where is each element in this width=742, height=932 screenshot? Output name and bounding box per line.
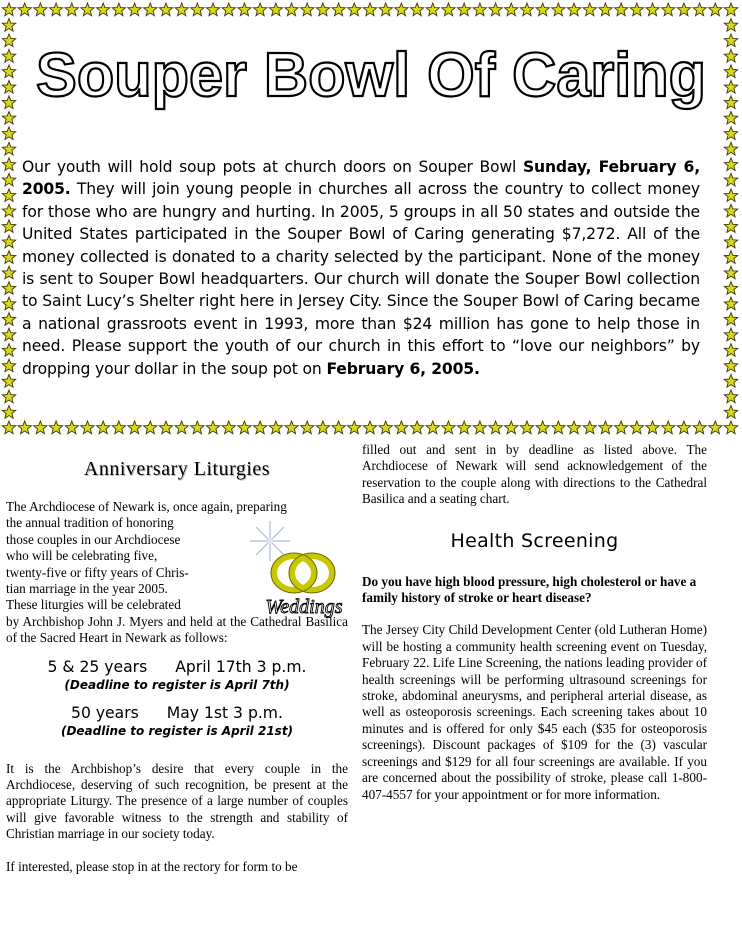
anniversary-intro xyxy=(6,499,348,647)
star-icon xyxy=(520,421,533,434)
right-column xyxy=(362,442,707,803)
star-icon xyxy=(2,127,15,140)
anniversary-paragraph-3-cont: filled out and sent in by deadline as listed above. The Archdiocese of Newark will send acknowledgement of the reservation to the couple along with directions to the Cathedral Basilica and a seating chart. xyxy=(362,442,707,507)
star-icon xyxy=(724,19,737,32)
star-icon xyxy=(426,421,439,434)
star-icon xyxy=(2,251,15,264)
star-icon xyxy=(2,173,15,186)
star-icon xyxy=(599,421,612,434)
star-icon xyxy=(410,421,423,434)
star-icon xyxy=(410,3,423,16)
star-icon xyxy=(269,3,282,16)
star-icon xyxy=(442,421,455,434)
star-icon xyxy=(646,3,659,16)
star-icon xyxy=(18,3,31,16)
date2-years: 50 years xyxy=(71,703,139,722)
star-icon xyxy=(724,173,737,186)
star-icon xyxy=(332,3,345,16)
star-icon xyxy=(693,421,706,434)
star-icon xyxy=(159,421,172,434)
star-icon xyxy=(206,421,219,434)
star-icon xyxy=(2,297,15,310)
lead-text-1: Our youth will hold soup pots at church doors on Souper Bowl xyxy=(22,158,523,176)
star-icon xyxy=(285,3,298,16)
star-icon xyxy=(316,3,329,16)
star-icon xyxy=(724,266,737,279)
star-icon xyxy=(599,3,612,16)
star-icon xyxy=(34,3,47,16)
star-icon xyxy=(724,406,737,419)
health-heading: Health Screening xyxy=(450,529,619,552)
star-icon xyxy=(191,421,204,434)
intro-line-full-1: The Archdiocese of Newark is, once again, preparing xyxy=(6,499,287,514)
star-icon xyxy=(65,3,78,16)
anniversary-paragraph-3: If interested, please stop in at the rectory for form to be xyxy=(6,858,298,874)
star-icon xyxy=(724,375,737,388)
star-icon xyxy=(724,158,737,171)
star-icon xyxy=(238,421,251,434)
star-icon xyxy=(724,235,737,248)
star-icon xyxy=(709,3,722,16)
star-icon xyxy=(49,3,62,16)
star-icon xyxy=(395,3,408,16)
star-icon xyxy=(724,328,737,341)
star-icon xyxy=(724,34,737,47)
star-icon xyxy=(458,421,471,434)
star-icon xyxy=(2,111,15,124)
star-icon xyxy=(724,96,737,109)
star-icon xyxy=(18,421,31,434)
title-text: Souper Bowl Of Caring xyxy=(36,41,706,110)
star-icon xyxy=(81,3,94,16)
date1-deadline: (Deadline to register is April 7th) xyxy=(64,677,290,692)
star-icon xyxy=(191,3,204,16)
star-icon xyxy=(724,390,737,403)
star-icon xyxy=(724,421,737,434)
star-icon xyxy=(97,421,110,434)
page-title xyxy=(30,28,712,112)
star-icon xyxy=(552,421,565,434)
star-icon xyxy=(677,421,690,434)
star-icon xyxy=(662,421,675,434)
star-icon xyxy=(222,3,235,16)
star-icon xyxy=(426,3,439,16)
intro-line-full-2: by Archbishop John J. Myers and held at the Cathedral Basilica of the Sacred Heart in Newark as follows: xyxy=(6,613,348,646)
star-icon xyxy=(222,421,235,434)
star-icon xyxy=(724,80,737,93)
star-icon xyxy=(473,421,486,434)
star-icon xyxy=(724,3,737,16)
star-icon xyxy=(285,421,298,434)
star-icon xyxy=(144,3,157,16)
star-icon xyxy=(489,3,502,16)
star-icon xyxy=(2,421,15,434)
weddings-clipart xyxy=(242,519,354,623)
star-icon xyxy=(65,421,78,434)
star-icon xyxy=(442,3,455,16)
lead-date-2: February 6, 2005. xyxy=(326,359,480,378)
star-icon xyxy=(348,3,361,16)
wedding-rings-icon xyxy=(274,556,332,590)
star-icon xyxy=(567,3,580,16)
star-icon xyxy=(128,421,141,434)
star-icon xyxy=(552,3,565,16)
star-icon xyxy=(724,65,737,78)
star-icon xyxy=(363,421,376,434)
star-icon xyxy=(567,421,580,434)
intro-line: who will be celebrating five, xyxy=(6,548,158,564)
star-icon xyxy=(677,3,690,16)
star-icon xyxy=(363,3,376,16)
star-icon xyxy=(2,34,15,47)
star-icon xyxy=(254,421,267,434)
star-icon xyxy=(379,421,392,434)
star-icon xyxy=(379,3,392,16)
star-icon xyxy=(2,49,15,62)
star-icon xyxy=(724,204,737,217)
star-icon xyxy=(2,313,15,326)
star-icon xyxy=(144,421,157,434)
star-icon xyxy=(615,421,628,434)
star-icon xyxy=(269,421,282,434)
star-icon xyxy=(615,3,628,16)
star-icon xyxy=(630,421,643,434)
star-icon xyxy=(34,421,47,434)
star-icon xyxy=(2,3,15,16)
intro-line: tian marriage in the year 2005. xyxy=(6,581,168,597)
star-icon xyxy=(175,421,188,434)
star-icon xyxy=(2,158,15,171)
star-icon xyxy=(724,127,737,140)
star-icon xyxy=(2,266,15,279)
star-icon xyxy=(505,3,518,16)
star-icon xyxy=(2,189,15,202)
star-icon xyxy=(348,421,361,434)
star-icon xyxy=(724,297,737,310)
star-icon xyxy=(332,421,345,434)
star-icon xyxy=(724,220,737,233)
star-icon xyxy=(724,359,737,372)
star-icon xyxy=(724,282,737,295)
star-icon xyxy=(536,421,549,434)
star-icon xyxy=(724,344,737,357)
star-icon xyxy=(128,3,141,16)
star-icon xyxy=(724,49,737,62)
star-icon xyxy=(2,19,15,32)
star-icon xyxy=(724,251,737,264)
anniversary-section xyxy=(6,450,348,875)
star-icon xyxy=(2,235,15,248)
star-icon xyxy=(505,421,518,434)
star-icon xyxy=(2,96,15,109)
star-icon xyxy=(709,421,722,434)
star-icon xyxy=(693,3,706,16)
star-icon xyxy=(724,189,737,202)
date2-when: May 1st 3 p.m. xyxy=(166,703,283,722)
star-icon xyxy=(583,421,596,434)
star-icon xyxy=(2,65,15,78)
star-icon xyxy=(81,421,94,434)
liturgy-dates xyxy=(6,657,348,739)
date2-deadline: (Deadline to register is April 21st) xyxy=(60,723,294,738)
star-icon xyxy=(97,3,110,16)
star-icon xyxy=(2,375,15,388)
health-question: Do you have high blood pressure, high cholesterol or have a family history of stroke or heart disease? xyxy=(362,573,697,606)
star-icon xyxy=(2,390,15,403)
lead-text-2: They will join young people in churches all across the country to collect money for those who are hungry and hurting. In 2005, 5 groups in all 50 states and outside the United States participated in the Souper Bowl of Caring generating $7,272. All of the money collected is donated to a charity selected by the participant. None of the money is sent to Souper Bowl headquarters. Our church will donate the Souper Bowl collection to Saint Lucy’s Shelter right here in Jersey City. Since the Souper Bowl of Caring became a national grassroots event in 1993, more than $24 million has gone to help those in need. Please support the youth of our church in this effort to “love our neighbors” by dropping your dollar in the soup pot on xyxy=(22,180,700,378)
star-icon xyxy=(662,3,675,16)
health-body: The Jersey City Child Development Center (old Lutheran Home) will be hosting a community health screening event on Tuesday, February 22. Life Line Screening, the nations leading provider of health screenings will be performing ultrasound screenings for stroke, abdominal aneurysms, and peripheral arterial disease, as well as osteoporosis screenings. Each screening takes about 10 minutes and is offered for only $45 each ($35 for osteoporosis screenings). Discount packages of $109 for the (3) vascular screenings and $129 for all four screenings are available. If you are concerned about the possibility of stroke, please call 1-800-407-4557 for your appointment or for more information. xyxy=(362,622,707,802)
star-icon xyxy=(2,282,15,295)
star-icon xyxy=(583,3,596,16)
star-icon xyxy=(206,3,219,16)
star-icon xyxy=(2,142,15,155)
star-icon xyxy=(301,3,314,16)
star-icon xyxy=(458,3,471,16)
star-icon xyxy=(536,3,549,16)
star-icon xyxy=(2,204,15,217)
weddings-label: Weddings xyxy=(265,596,343,618)
star-icon xyxy=(238,3,251,16)
star-icon xyxy=(520,3,533,16)
date1-years: 5 & 25 years xyxy=(47,657,148,676)
star-icon xyxy=(2,359,15,372)
star-icon xyxy=(630,3,643,16)
star-icon xyxy=(2,80,15,93)
star-icon xyxy=(2,406,15,419)
intro-line: These liturgies will be celebrated xyxy=(6,597,181,613)
star-icon xyxy=(49,421,62,434)
star-icon xyxy=(473,3,486,16)
star-icon xyxy=(395,421,408,434)
star-icon xyxy=(175,3,188,16)
star-icon xyxy=(489,421,502,434)
star-icon xyxy=(316,421,329,434)
star-icon xyxy=(2,344,15,357)
star-icon xyxy=(112,3,125,16)
star-icon xyxy=(2,328,15,341)
intro-line: twenty-five or fifty years of Chris- xyxy=(6,564,189,580)
intro-line: those couples in our Archdiocese xyxy=(6,531,181,547)
star-icon xyxy=(724,142,737,155)
star-icon xyxy=(724,313,737,326)
star-icon xyxy=(301,421,314,434)
star-icon xyxy=(724,111,737,124)
date1-when: April 17th 3 p.m. xyxy=(175,657,307,676)
star-icon xyxy=(112,421,125,434)
souper-bowl-article xyxy=(22,156,700,380)
star-icon xyxy=(2,220,15,233)
lead-date-1: Sunday, February 6, 2005. xyxy=(22,158,700,199)
star-icon xyxy=(646,421,659,434)
star-icon xyxy=(254,3,267,16)
anniversary-heading: Anniversary Liturgies xyxy=(83,458,271,480)
anniversary-paragraph-2: It is the Archbishop’s desire that every couple in the Archdiocese, deserving of such recognition, be present at the appropriate Liturgy. The presence of a large number of couples will give favorable witness to the strength and stability of Christian marriage in our society today. xyxy=(6,760,348,842)
intro-line: the annual tradition of honoring xyxy=(6,515,174,531)
star-icon xyxy=(159,3,172,16)
